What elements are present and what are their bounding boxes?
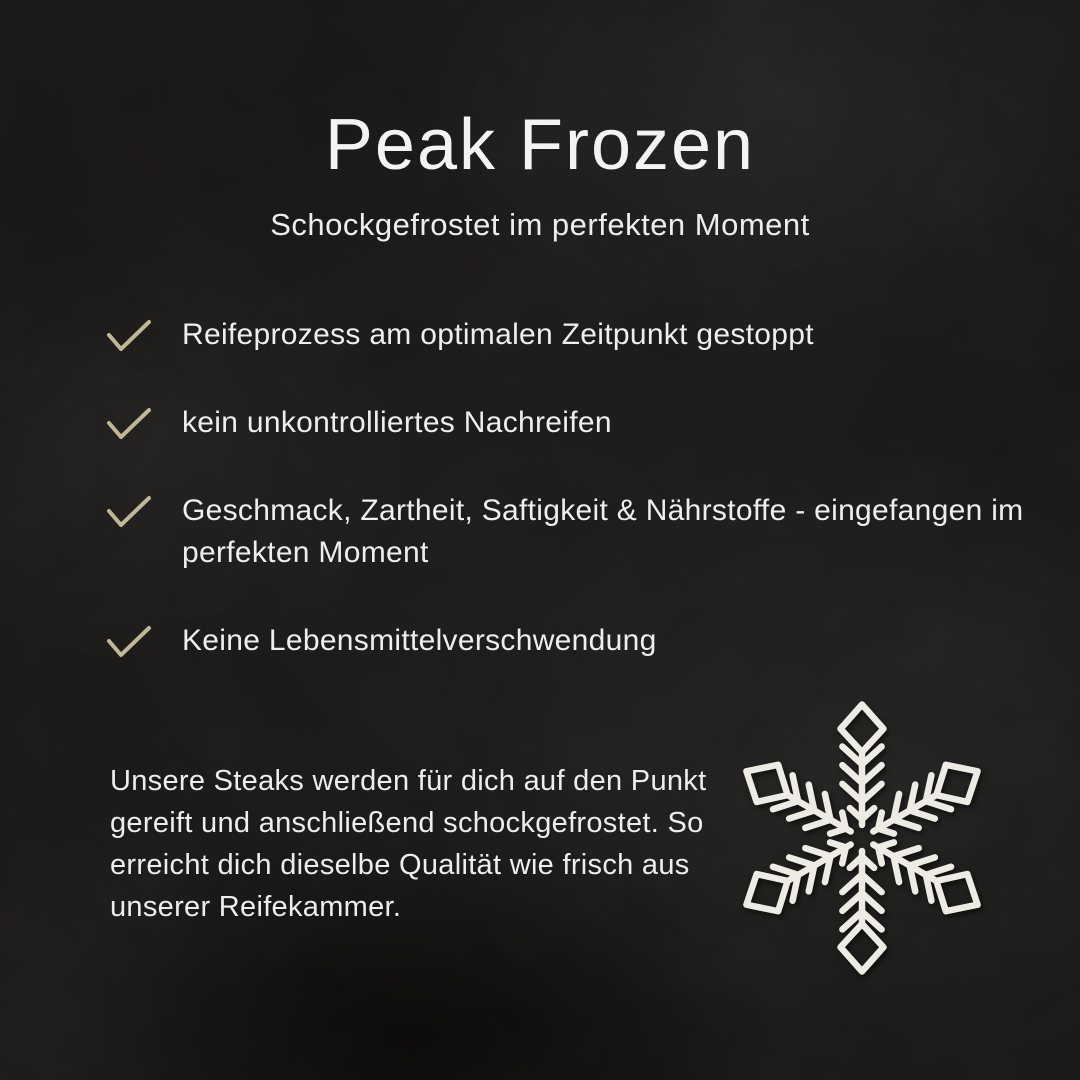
list-item [105,490,1025,574]
list-item-label: Keine Lebensmittelverschwendung [182,624,657,657]
checkmark-icon [105,623,153,661]
page-title: Peak Frozen [324,105,756,185]
page-subtitle: Schockgefrostet im perfekten Moment [270,207,810,242]
list-item [105,402,1025,444]
footer-paragraph: Unsere Steaks werden für dich auf den Punkt gereift und anschließend schockgefrostet. So erreicht dich dieselbe Qualität wie frisch aus unserer Reifekammer. [110,765,707,923]
checkmark-icon [105,493,153,531]
list-item-label: Geschmack, Zartheit, Saftigkeit & Nährstoffe - eingefangen im perfekten Moment [182,494,1024,569]
list-item [105,314,1025,356]
list-item-label: Reifeprozess am optimalen Zeitpunkt gestoppt [182,318,814,351]
snowflake-icon [722,696,1002,980]
checkmark-icon [105,317,153,355]
list-item-label: kein unkontrolliertes Nachreifen [182,406,612,439]
benefits-checklist [105,314,1025,708]
list-item [105,620,1025,662]
checkmark-icon [105,405,153,443]
